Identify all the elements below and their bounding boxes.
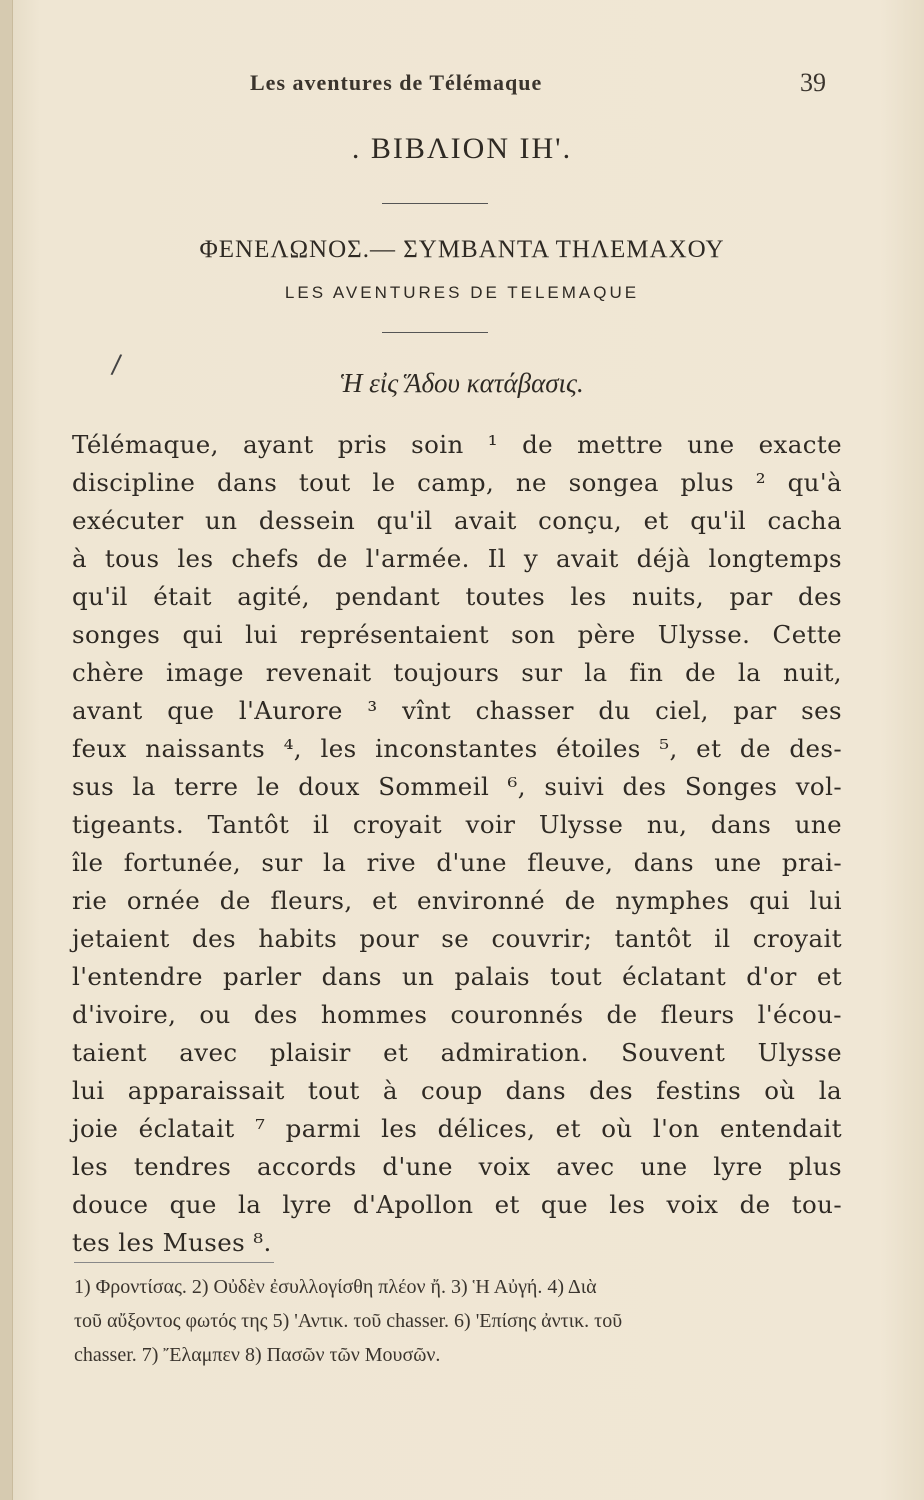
footnote-line: 1) Φροντίσας. 2) Οὐδὲν ἐσυλλογίσθη πλέον ἤ. 3) Ἡ Αὐγή. 4) Διὰ (74, 1276, 597, 1298)
text-line: Télémaque, ayant pris soin ¹ de mettre une exacte (72, 430, 842, 459)
text-line: douce que la lyre d'Apollon et que les voix de tou- (72, 1190, 842, 1219)
book-title: . BIBΛION IH'. (351, 132, 573, 165)
text-line: d'ivoire, ou des hommes couronnés de fleurs l'écou- (72, 1000, 842, 1029)
footnote-line: τοῦ αὔξοντος φωτός της 5) 'Αντικ. τοῦ chasser. 6) 'Επίσης ἀντικ. τοῦ (74, 1310, 623, 1332)
text-line: qu'il était agité, pendant toutes les nuits, par des (72, 582, 842, 611)
text-line: avant que l'Aurore ³ vînt chasser du ciel, par ses (72, 696, 842, 725)
text-line: joie éclatait ⁷ parmi les délices, et où l'on entendait (72, 1114, 842, 1143)
greek-heading: ΦENEΛΩNOΣ.— ΣΥΜΒΑΝΤΑ ΤΗΛΕΜΑΧΟΥ (199, 236, 725, 263)
text-line: l'entendre parler dans un palais tout éclatant d'or et (72, 962, 842, 991)
text-line: songes qui lui représentaient son père Ulysse. Cette (72, 620, 842, 649)
text-line: discipline dans tout le camp, ne songea plus ² qu'à (72, 468, 842, 497)
text-line: sus la terre le doux Sommeil ⁶, suivi des Songes vol- (72, 772, 842, 801)
footnote-divider (74, 1262, 274, 1263)
text-line: chère image revenait toujours sur la fin de la nuit, (72, 658, 842, 687)
french-subtitle: LES AVENTURES DE TELEMAQUE (284, 283, 640, 302)
text-line: les tendres accords d'une voix avec une lyre plus (72, 1152, 842, 1181)
divider-rule (382, 203, 488, 204)
text-line: exécuter un dessein qu'il avait conçu, et qu'il cacha (72, 506, 842, 535)
text-line: taient avec plaisir et admiration. Souvent Ulysse (72, 1038, 842, 1067)
section-title: Ἡ εἰς Ἅδου κατάβασις. (340, 368, 584, 398)
text-line: à tous les chefs de l'armée. Il y avait déjà longtemps (72, 544, 842, 573)
text-line: île fortunée, sur la rive d'une fleuve, dans une prai- (72, 848, 842, 877)
text-line: lui apparaissait tout à coup dans des festins où la (72, 1076, 842, 1105)
text-line: jetaient des habits pour se couvrir; tantôt il croyait (72, 924, 842, 953)
page-number: 39 (800, 68, 826, 97)
running-head: Les aventures de Télémaque (250, 70, 543, 95)
text-line: tes les Muses ⁸. (72, 1228, 272, 1257)
body-text (72, 426, 842, 1262)
text-line: rie ornée de fleurs, et environné de nymphes qui lui (72, 886, 842, 915)
pencil-slash-mark: / (109, 349, 123, 381)
text-line: feux naissants ⁴, les inconstantes étoiles ⁵, et de des- (72, 734, 842, 763)
divider-rule (382, 332, 488, 333)
footnote-line: chasser. 7) Ἔλαμπεν 8) Πασῶν τῶν Μουσῶν. (74, 1344, 441, 1366)
text-line: tigeants. Tantôt il croyait voir Ulysse nu, dans une (72, 810, 842, 839)
page-spine-edge (0, 0, 13, 1500)
footnotes (74, 1270, 844, 1372)
